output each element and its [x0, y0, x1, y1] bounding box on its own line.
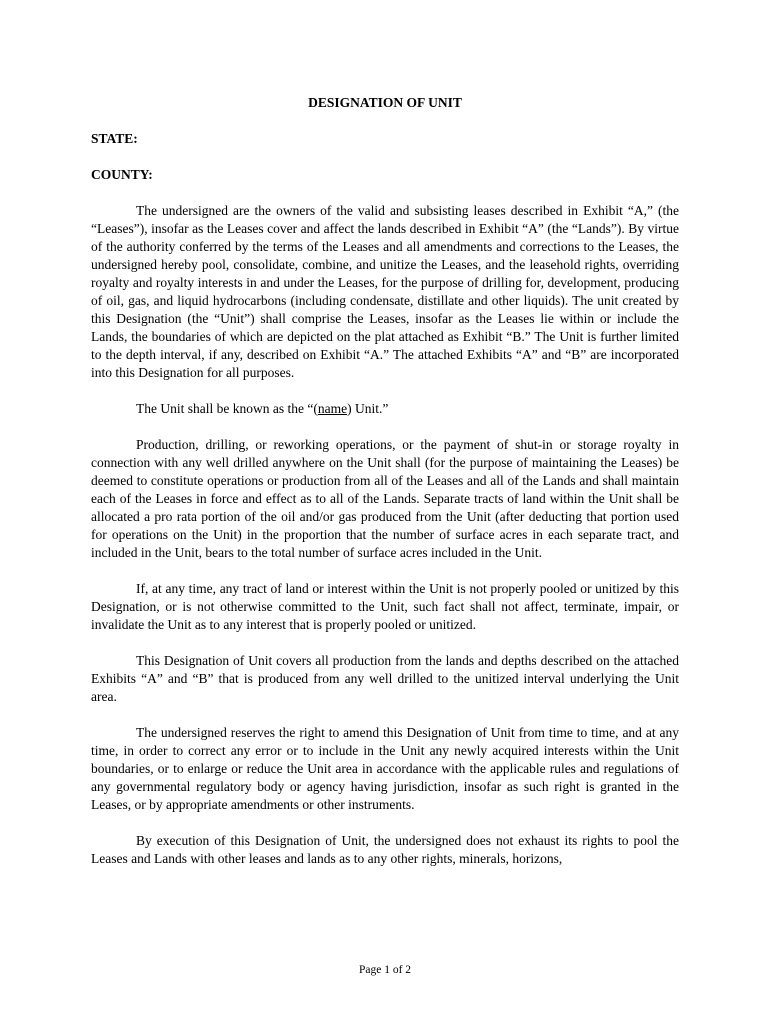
paragraph-improper-pooling: If, at any time, any tract of land or interest within the Unit is not properly pooled or unitized by this Designation, or is not otherwise committed to the Unit, such fact shall not affect, terminate, impair, or invalidate the Unit as to any interest that is properly pooled or unitized. [91, 581, 679, 632]
unit-name-placeholder: name [317, 401, 348, 416]
paragraph-leases: The undersigned are the owners of the valid and subsisting leases described in Exhibit “A,” (the “Leases”), insofar as the Leases cover and affect the lands described in Exhibit “A” (the “Lands”). By virtue of the authority conferred by the terms of the Leases and all amendments and corrections to the Leases, the undersigned hereby pool, consolidate, combine, and unitize the Leases, and the leasehold rights, overriding royalty and royalty interests in and under the Leases, for the purpose of drilling for, development, producing of oil, gas, and liquid hydrocarbons (including condensate, distillate and other liquids). The unit created by this Designation (the “Unit”) shall comprise the Leases, insofar as the Leases lie within or include the Lands, the boundaries of which are depicted on the plat attached as Exhibit “B.” The Unit is further limited to the depth interval, if any, described on Exhibit “A.” The attached Exhibits “A” and “B” are incorporated into this Designation for all purposes. [91, 203, 679, 380]
paragraph-production: Production, drilling, or reworking operations, or the payment of shut-in or storage royalty in connection with any well drilled anywhere on the Unit shall (for the purpose of maintaining the Leases) be deemed to constitute operations or production from all of the Leases and all of the Lands and shall maintain each of the Leases in force and effect as to all of the Lands. Separate tracts of land within the Unit shall be allocated a pro rata portion of the oil and/or gas produced from the Unit (after deducting that portion used for operations on the Unit) in the proportion that the number of surface acres in each separate tract, and included in the Unit, bears to the total number of surface acres included in the Unit. [91, 437, 679, 560]
unit-name-suffix: ) Unit.” [347, 401, 389, 416]
page-number: Page 1 of 2 [358, 964, 412, 976]
document-body [91, 202, 679, 868]
county-label: COUNTY: [91, 167, 153, 182]
paragraph-coverage: This Designation of Unit covers all production from the lands and depths described on the attached Exhibits “A” and “B” that is produced from any well drilled to the unitized interval underlying the Unit area. [91, 653, 679, 704]
paragraph-unit-name [91, 400, 679, 418]
state-label: STATE: [91, 131, 138, 146]
document-title: DESIGNATION OF UNIT [308, 95, 462, 110]
unit-name-prefix: The Unit shall be known as the “( [136, 401, 318, 416]
paragraph-amendment: The undersigned reserves the right to amend this Designation of Unit from time to time, and at any time, in order to correct any error or to include in the Unit any newly acquired interests within the Unit boundaries, or to enlarge or reduce the Unit area in accordance with the applicable rules and regulations of any governmental regulatory body or agency having jurisdiction, insofar as such right is granted in the Leases, or by appropriate amendments or other instruments. [91, 725, 679, 812]
paragraph-execution: By execution of this Designation of Unit, the undersigned does not exhaust its rights to pool the Leases and Lands with other leases and lands as to any other rights, minerals, horizons, [91, 833, 679, 866]
